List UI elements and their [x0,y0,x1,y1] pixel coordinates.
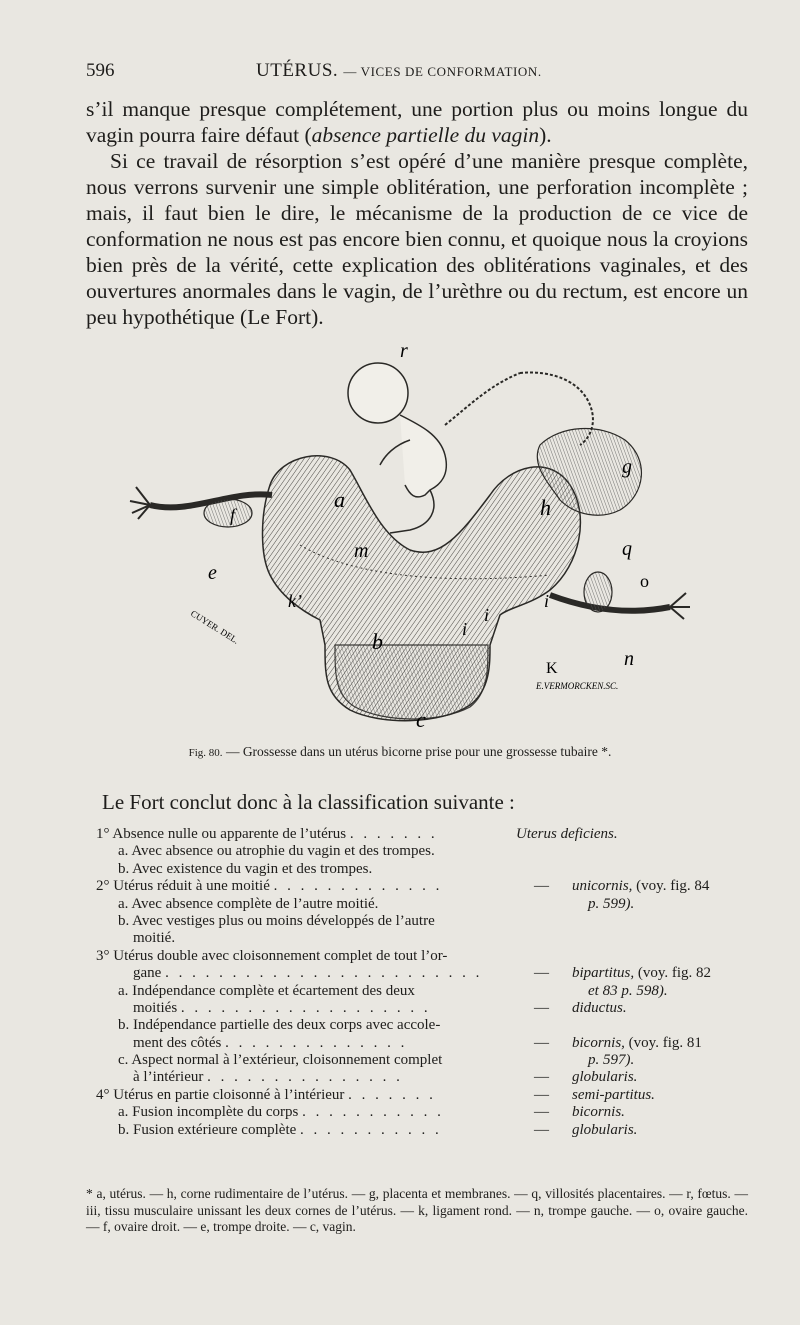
caption-fig-number: Fig. 80. [188,747,223,759]
list-item: c. Aspect normal à l’extérieur, cloisonnement complet p. 597). [118,1052,635,1069]
anatomical-figure [110,345,710,740]
list-item: moitiés . . . . . . . . . . . . . . . . . . . — diductus. [133,999,627,1016]
classification-list [96,826,756,1139]
list-item: a. Indépendance complète et écartement des deux et 83 p. 598). [118,982,668,999]
running-title-rest: — VICES DE CONFORMATION. [343,64,542,79]
label-k-left: k’ [288,591,302,611]
label-a: a [334,487,345,512]
fimbria-right [670,593,690,619]
left-ovary [584,572,612,612]
list-item: b. Avec existence du vagin et des trompes. [118,860,373,877]
paragraph-1-text-b: ). [539,123,552,147]
label-i-3: i [544,591,550,611]
list-item: b. Avec vestiges plus ou moins développés de l’autre [118,912,435,929]
body-text [86,96,748,330]
list-item: 4° Utérus en partie cloisonné à l’intérieur . . . . . . . — semi-partitus. [96,1086,655,1103]
list-item: moitié. [133,930,176,947]
label-m: m [354,540,369,562]
label-f: f [230,505,236,525]
running-title-main: UTÉRUS. [256,60,339,81]
list-item: a. Fusion incomplète du corps . . . . . . . . . . . — bicornis. [118,1104,625,1121]
label-g: g [622,456,632,478]
list-item: b. Indépendance partielle des deux corps avec accole- [118,1017,441,1034]
engraver-signature-right: E.VERMORCKEN.SC. [536,681,619,691]
fimbria-left [130,487,150,519]
label-o: o [640,571,649,591]
list-item: a. Avec absence ou atrophie du vagin et des trompes. [118,843,435,860]
figure-caption [0,744,800,760]
label-c: c [416,707,426,732]
label-i-1: i [462,619,468,639]
list-item: 1° Absence nulle ou apparente de l’utérus . . . . . . . Uterus deficiens. [96,826,618,842]
section-intro: Le Fort conclut donc à la classification suivante : [102,790,515,814]
paragraph-2: Si ce travail de résorption s’est opéré d’une manière presque complète, nous verrons survenir une simple oblitération, une perforation incomplète ; mais, il faut bien le dire, le mécanisme de la production de ce vice de conformation ne nous est pas encore bien connu, et quoique nous la croyions bien près de la vérité, cette explication des oblitérations vaginales, et des ouvertures anormales dans le vagin, de l’urèthre ou du rectum, est encore un peu hypothétique (Le Fort). [86,149,748,329]
label-e: e [208,562,217,584]
list-item: ment des côtés . . . . . . . . . . . . . . — bicornis, (voy. fig. 81 [133,1034,702,1051]
vagin-shape [335,645,488,719]
caption-text: — Grossesse dans un utérus bicorne prise pour une grossesse tubaire *. [225,744,612,759]
paragraph-1 [86,96,748,148]
list-item: 2° Utérus réduit à une moitié . . . . . . . . . . . . . — unicornis, (voy. fig. 84 [96,878,710,895]
list-item: 3° Utérus double avec cloisonnement complet de tout l’or- [96,947,448,964]
footnote: * a, utérus. — h, corne rudimentaire de l’utérus. — g, placenta et membranes. — q, villosités placentaires. — r, fœtus. — iii, tissu musculaire unissant les deux cornes de l’utérus. — k, ligament rond. — n, trompe gauche. — o, ovaire gauche. — f, ovaire droit. — e, trompe droite. — c, vagin. [86,1186,748,1234]
label-b: b [372,629,383,654]
running-title [256,60,542,82]
label-n: n [624,648,634,670]
list-item: a. Avec absence complète de l’autre moitié. p. 599). [118,895,635,912]
label-k-right: K [546,660,558,677]
list-item: b. Fusion extérieure complète . . . . . . . . . . . — globularis. [118,1121,638,1138]
right-ovary [204,499,252,527]
paragraph-1-italic: absence partielle du vagin [311,123,540,147]
list-item: gane . . . . . . . . . . . . . . . . . . . . . . . . — bipartitus, (voy. fig. 82 [133,965,712,982]
label-i-2: i [484,605,490,625]
paragraph-1-text-a: s’il manque presque complétement, une portion plus ou moins longue du vagin pourra faire défaut ( [86,97,748,147]
running-header [86,60,748,90]
engraver-signature-left: CUYER. DEL. [188,608,241,646]
label-h: h [540,495,551,520]
label-r: r [400,345,408,362]
list-item: à l’intérieur . . . . . . . . . . . . . . . — globularis. [133,1069,638,1086]
page-number: 596 [86,60,115,81]
label-q: q [622,538,632,560]
